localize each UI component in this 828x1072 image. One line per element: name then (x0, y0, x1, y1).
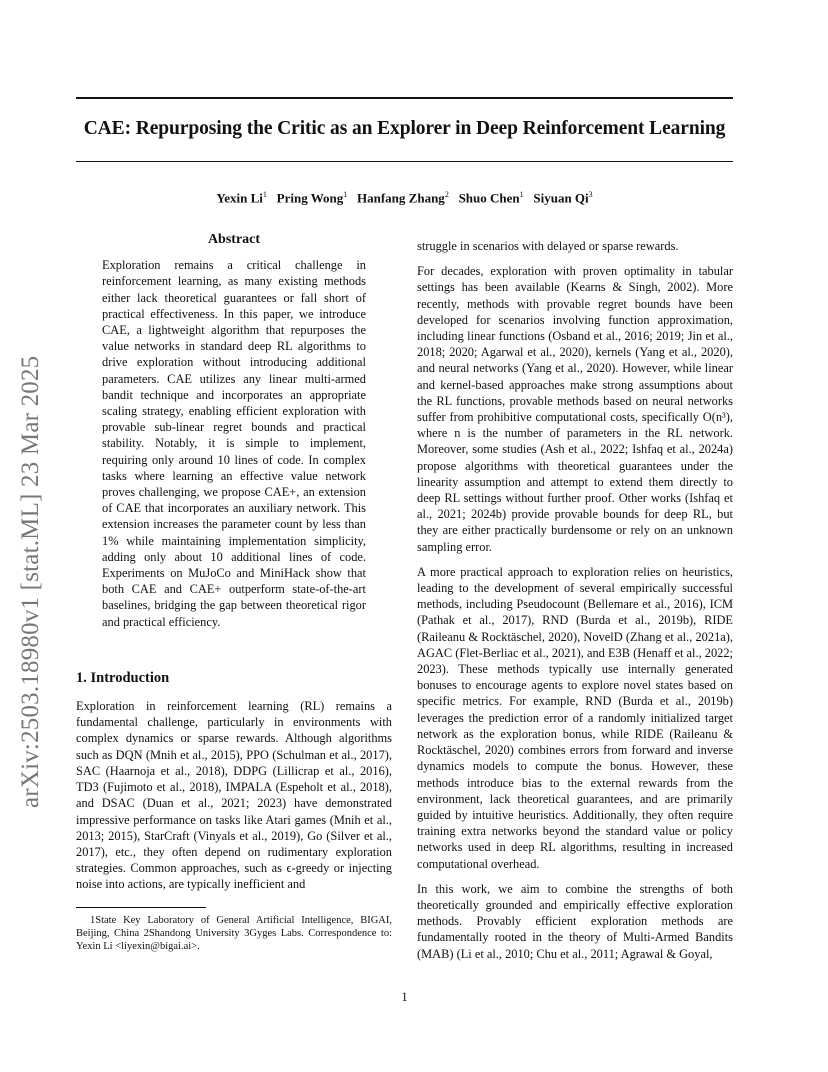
author-affiliation: 3 (588, 190, 593, 199)
author-name: Shuo Chen (458, 190, 520, 206)
intro-paragraph-3: A more practical approach to exploration relies on heuristics, leading to the development of several empirically successful methods, including Pseudocount (Bellemare et al., 2016), ICM (Pathak et al., 2017), RND (Burda et al., 2019b), RIDE (Raileanu & Rocktäschel, 2020), NovelD (Zhang et al., 2021a), AGAC (Flet-Berliac et al., 2021), and E3B (Henaff et al., 2022; 2023). These methods typically use internally generated bonuses to encourage agents to explore novel states based on specific metrics. For example, RND (Burda et al., 2019b) leverages the prediction error of a randomly initialized target network as the exploration bonus, while RIDE (Raileanu & Rocktäschel, 2020) combines errors from forward and inverse dynamics models to compute the bonus. However, these methods introduce bias to the external rewards from the environment, lack theoretical guarantees, and are primarily guided by intuitive heuristics. Additionally, they often require training extra networks beyond the standard value or policy networks used in deep RL algorithms, resulting in increased computational overhead. (417, 564, 733, 871)
footnote-divider (76, 907, 206, 908)
abstract-heading: Abstract (207, 232, 261, 247)
right-column (417, 238, 733, 962)
intro-paragraph-1: Exploration in reinforcement learning (RL) remains a fundamental challenge, particularly in environments with complex dynamics or sparse rewards. Although algorithms such as DQN (Mnih et al., 2015), PPO (Schulman et al., 2017), SAC (Haarnoja et al., 2018), DDPG (Lillicrap et al., 2016), TD3 (Fujimoto et al., 2018), IMPALA (Espeholt et al., 2018), and DSAC (Duan et al., 2021; 2023) have demonstrated impressive performance on tasks like Atari games (Mnih et al., 2013; 2015), StarCraft (Vinyals et al., 2019), Go (Silver et al., 2017), etc., they often depend on rudimentary exploration strategies. Common approaches, such as ϵ-greedy or injecting noise into actions, are typically inefficient and (76, 699, 392, 892)
affiliation-footnote (76, 914, 392, 954)
author-name: Yexin Li (216, 190, 263, 206)
title-top-rule (76, 97, 733, 99)
intro-paragraph-2: For decades, exploration with proven optimality in tabular settings has been available (Kearns & Singh, 2002). More recently, methods with provable regret bounds have been developed for scenarios involving function approximation, including linear functions (Osband et al., 2016; 2019; Jin et al., 2018; 2020; Agarwal et al., 2020), kernels (Yang et al., 2020), and neural networks (Yang et al., 2020). However, while linear and kernel-based approaches make strong assumptions about the RL functions, provable methods based on neural networks suffer from prohibitive computational costs, specifically O(n³), where n is the number of parameters in the RL network. Moreover, some studies (Ash et al., 2022; Ishfaq et al., 2024a) propose algorithms with theoretical guarantees under the linearity assumption and attempt to extend them directly to deep RL settings without further proof. Other works (Ishfaq et al., 2021; 2024b) provide provable bounds for deep RL, but they are either practically burdensome or rely on an unknown sampling error. (417, 264, 733, 554)
author-affiliation: 1 (262, 190, 267, 199)
author-affiliation: 2 (444, 190, 449, 199)
author-name: Hanfang Zhang (357, 190, 445, 206)
author-name: Pring Wong (276, 190, 344, 206)
author-affiliation: 1 (519, 190, 524, 199)
author-name: Siyuan Qi (533, 190, 589, 206)
left-column (76, 232, 392, 954)
page-number: 1 (401, 990, 408, 1004)
arxiv-sidebar-stamp: arXiv:2503.18980v1 [stat.ML] 23 Mar 2025 (17, 355, 44, 808)
paper-title: CAE: Repurposing the Critic as an Explorer in Deep Reinforcement Learning (83, 118, 726, 139)
intro-paragraph-1-continued: struggle in scenarios with delayed or sparse rewards. (417, 239, 679, 253)
author-affiliation: 1 (343, 190, 348, 199)
author-list (76, 190, 733, 206)
footnote-text: 1State Key Laboratory of General Artificial Intelligence, BIGAI, Beijing, China 2Shandong University 3Gyges Labs. Correspondence to: Yexin Li <liyexin@bigai.ai>. (76, 914, 392, 953)
title-bottom-rule (76, 161, 733, 162)
abstract-body: Exploration remains a critical challenge in reinforcement learning, as many existing methods either lack theoretical guarantees or fall short of practical effectiveness. In this paper, we introduce CAE, a lightweight algorithm that repurposes the value networks in standard deep RL algorithms to drive exploration without introducing additional parameters. CAE utilizes any linear multi-armed bandit technique and incorporates an appropriate scaling strategy, enabling efficient exploration with provable sub-linear regret bounds and practical stability. Notably, it is simple to implement, requiring only around 10 lines of code. In complex tasks where learning an effective value network proves challenging, we propose CAE+, an extension of CAE that incorporates an auxiliary network. This extension increases the parameter count by less than 1% while maintaining implementation simplicity, adding only about 10 additional lines of code. Experiments on MuJoCo and MiniHack show that both CAE and CAE+ outperform state-of-the-art baselines, bridging the gap between theoretical rigor and practical efficiency. (102, 258, 366, 629)
intro-paragraph-4: In this work, we aim to combine the strengths of both theoretically grounded and empirically effective exploration methods. Provably efficient exploration methods are fundamentally rooted in the theory of Multi-Armed Bandits (MAB) (Li et al., 2010; Chu et al., 2011; Agrawal & Goyal, (417, 881, 733, 961)
introduction-heading: 1. Introduction (76, 669, 170, 686)
